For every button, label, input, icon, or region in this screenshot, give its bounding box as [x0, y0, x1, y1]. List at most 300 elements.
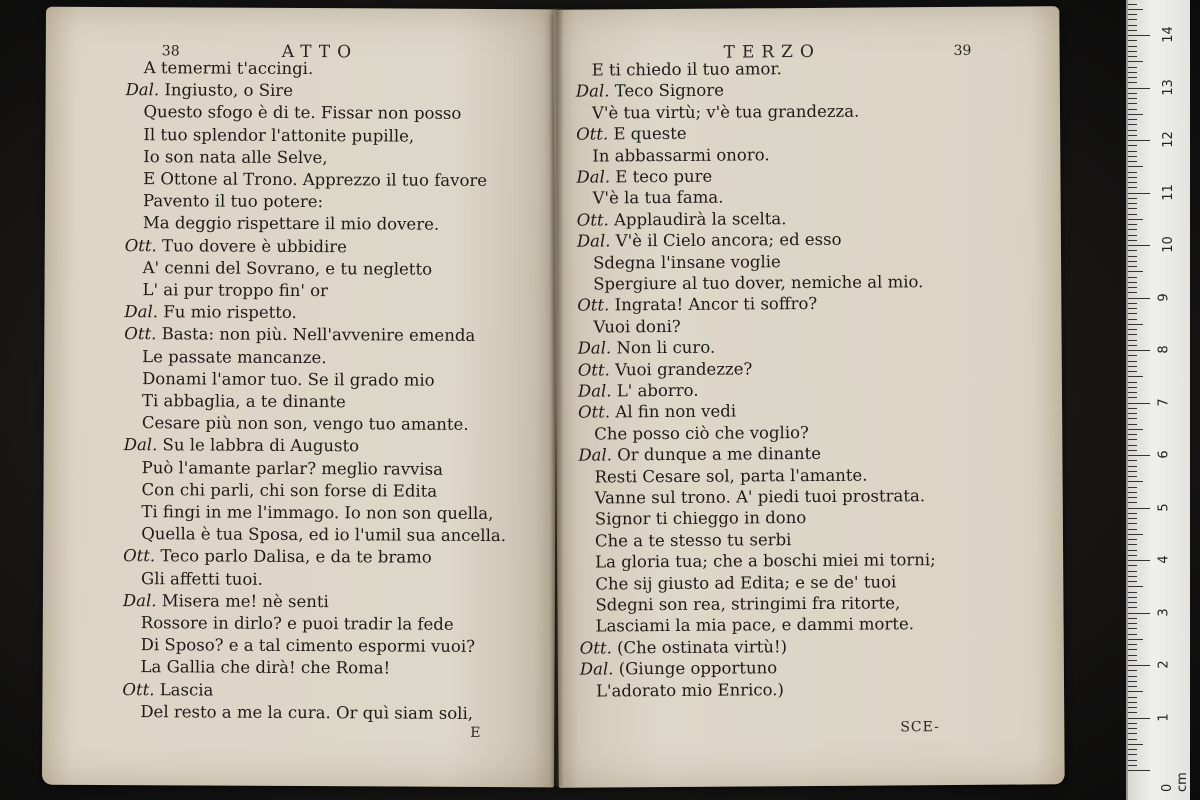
verse-text: Vuoi grandezze?	[609, 358, 753, 379]
ruler-tick	[1128, 229, 1137, 230]
ruler-tick	[1128, 203, 1137, 204]
ruler-tick	[1128, 82, 1137, 83]
ruler-label: 1	[1156, 712, 1172, 722]
text-line	[577, 208, 787, 231]
text-line	[595, 529, 792, 552]
ruler-tick	[1128, 518, 1137, 519]
speaker-label: Dal.	[122, 590, 157, 611]
speaker-label: Ott.	[576, 210, 609, 230]
text-line	[593, 187, 724, 210]
ruler-tick	[1128, 25, 1137, 26]
ruler-tick	[1128, 245, 1150, 246]
verse-text: Può l'amante parlar? meglio ravvisa	[141, 457, 444, 479]
verse-text: Donami l'amor tuo. Se il grado mio	[142, 368, 435, 390]
ruler-tick	[1128, 93, 1137, 94]
ruler-tick	[1128, 235, 1137, 236]
text-line	[122, 679, 213, 701]
verse-text: Il tuo splendor l'attonite pupille,	[143, 124, 415, 146]
ruler-label: 11	[1160, 183, 1176, 201]
verse-text: Basta: non più. Nell'avvenire emenda	[156, 324, 476, 346]
left-running-header: ATTO	[281, 41, 359, 63]
ruler-tick	[1128, 387, 1137, 388]
text-line	[144, 57, 314, 80]
text-line	[142, 457, 443, 481]
verse-text: Del resto a me la cura. Or quì siam soli,	[140, 701, 474, 723]
text-line	[576, 80, 724, 103]
ruler-tick	[1128, 408, 1137, 409]
ruler-tick	[1128, 550, 1137, 551]
ruler-tick	[1128, 434, 1137, 435]
right-catchword: SCE-	[900, 719, 940, 736]
verse-text: Teco Signore	[609, 80, 725, 101]
ruler-tick	[1128, 166, 1143, 167]
ruler-label: 7	[1156, 397, 1172, 407]
verse-text: Le passate mancanze.	[142, 346, 327, 367]
text-line	[141, 568, 263, 591]
verse-text: Su le labbra di Augusto	[157, 435, 360, 456]
verse-text: Non li curo.	[611, 337, 716, 358]
speaker-label: Ott.	[576, 124, 609, 144]
ruler-tick	[1128, 565, 1137, 566]
ruler-tick	[1128, 597, 1137, 598]
ruler-tick	[1128, 728, 1137, 729]
verse-text: Tuo dovere è ubbidire	[156, 235, 347, 256]
text-line	[592, 58, 782, 81]
text-line	[142, 412, 469, 436]
ruler-tick	[1128, 145, 1137, 146]
text-line	[596, 679, 784, 702]
speaker-label: Ott.	[123, 546, 156, 566]
ruler-tick	[1128, 114, 1143, 115]
ruler-tick	[1128, 334, 1137, 335]
verse-text: Lasciami la mia pace, e dammi morte.	[595, 614, 915, 636]
text-line	[143, 213, 439, 237]
text-line	[141, 523, 506, 547]
ruler-tick	[1128, 392, 1137, 393]
ruler-tick	[1128, 355, 1137, 356]
speaker-label: Dal.	[575, 81, 610, 102]
ruler-tick	[1128, 460, 1137, 461]
ruler-tick	[1128, 313, 1137, 314]
speaker-label: Dal.	[577, 338, 612, 358]
ruler-tick	[1128, 298, 1150, 299]
ruler-tick	[1128, 282, 1137, 283]
ruler-label: 8	[1156, 345, 1172, 354]
verse-text: Fu mio rispetto.	[157, 302, 297, 323]
text-line	[143, 168, 487, 192]
ruler-tick	[1128, 172, 1137, 173]
ruler-tick	[1128, 219, 1143, 220]
ruler-tick	[1128, 592, 1137, 593]
ruler-label: 14	[1160, 26, 1176, 43]
ruler-tick	[1128, 151, 1137, 152]
verse-text: Ti abbaglia, a te dinante	[141, 391, 346, 412]
verse-text: E Ottone al Trono. Apprezzo il tuo favore	[143, 169, 488, 190]
ruler-tick	[1128, 261, 1137, 262]
left-page-number: 38	[161, 43, 180, 60]
ruler-tick	[1128, 124, 1137, 125]
text-line	[143, 257, 432, 281]
text-line	[593, 251, 781, 274]
ruler-tick	[1128, 140, 1150, 141]
ruler-label: 6	[1156, 450, 1172, 459]
ruler-tick	[1128, 770, 1150, 771]
ruler-tick	[1128, 292, 1137, 293]
text-line	[577, 229, 842, 253]
ruler-tick	[1128, 51, 1137, 52]
ruler-tick	[1128, 749, 1137, 750]
ruler-tick	[1128, 287, 1137, 288]
ruler-tick	[1128, 476, 1137, 477]
ruler-tick	[1128, 576, 1137, 577]
ruler-tick	[1128, 455, 1150, 456]
ruler-tick	[1128, 109, 1137, 110]
speaker-label: Dal.	[577, 381, 612, 401]
ruler-tick	[1128, 623, 1137, 624]
ruler-tick	[1128, 697, 1137, 698]
ruler-tick	[1128, 135, 1137, 136]
verse-text: (Che ostinata virtù!)	[611, 636, 788, 658]
verse-text: Al fin non vedi	[610, 401, 737, 422]
ruler-tick	[1128, 198, 1137, 199]
ruler-tick	[1128, 655, 1137, 656]
text-line	[123, 590, 329, 613]
ruler-tick	[1128, 256, 1137, 257]
text-line	[141, 501, 493, 525]
ruler-tick	[1128, 193, 1150, 194]
ruler-tick	[1128, 439, 1137, 440]
verse-text: Lascia	[154, 679, 214, 700]
open-book	[44, 8, 1062, 786]
text-line	[142, 279, 328, 302]
ruler-tick	[1128, 492, 1137, 493]
text-line	[576, 123, 687, 146]
text-line	[142, 346, 326, 369]
ruler-tick	[1128, 88, 1150, 89]
ruler-tick	[1128, 602, 1137, 603]
speaker-label: Ott.	[577, 359, 610, 380]
ruler-tick	[1128, 187, 1137, 188]
ruler-tick	[1128, 324, 1143, 325]
verse-text: Gli affetti tuoi.	[140, 568, 263, 589]
verse-text: Spergiure al tuo dover, nemiche al mio.	[593, 272, 924, 294]
verse-text: A' cenni del Sovrano, e tu negletto	[142, 257, 433, 279]
verse-text: Sdegna l'insane voglie	[592, 251, 781, 273]
ruler-tick	[1128, 182, 1137, 183]
speaker-label: Dal.	[125, 80, 160, 100]
text-line	[595, 592, 900, 616]
ruler-tick	[1128, 707, 1137, 708]
ruler-tick	[1128, 271, 1143, 272]
speaker-label: Dal.	[576, 167, 611, 187]
ruler-tick	[1128, 718, 1150, 719]
text-line	[595, 571, 896, 595]
text-line	[594, 422, 809, 445]
ruler-tick	[1128, 628, 1137, 629]
ruler-tick	[1128, 555, 1137, 556]
ruler-label: 5	[1156, 502, 1172, 512]
ruler-tick	[1128, 72, 1137, 73]
verse-text: In abbassarmi onoro.	[592, 144, 770, 166]
verse-text: (Giunge opportuno	[613, 658, 778, 679]
ruler-tick	[1128, 35, 1150, 36]
verse-text: La Gallia che dirà! che Roma!	[140, 657, 391, 678]
ruler-label: 12	[1160, 131, 1176, 148]
ruler-tick	[1128, 733, 1137, 734]
text-line	[595, 549, 936, 573]
text-line	[593, 316, 680, 339]
verse-text: Ingiusto, o Sire	[159, 80, 294, 101]
ruler-tick	[1128, 9, 1143, 10]
ruler-tick	[1128, 214, 1137, 215]
ruler-tick	[1128, 14, 1137, 15]
text-line	[595, 507, 807, 530]
ruler-tick	[1128, 586, 1143, 587]
verse-text: Io son nata alle Selve,	[143, 146, 328, 167]
verse-text: L' ai pur troppo fin' or	[142, 280, 329, 301]
ruler-tick	[1128, 544, 1137, 545]
ruler-label: 9	[1156, 292, 1172, 302]
verse-text: Ti fingi in me l'immago. Io non son quella,	[141, 502, 494, 524]
text-line	[124, 301, 296, 324]
ruler-tick	[1128, 376, 1143, 377]
ruler-tick	[1128, 497, 1137, 498]
text-line	[580, 636, 787, 659]
verse-text: Rossore in dirlo? e puoi tradir la fede	[140, 613, 454, 634]
ruler-label: 4	[1156, 555, 1172, 564]
verse-text: Pavento il tuo potere:	[142, 191, 324, 212]
verse-text: Resti Cesare sol, parta l'amante.	[594, 465, 868, 487]
text-line	[596, 614, 915, 638]
text-line	[124, 323, 475, 347]
ruler-tick	[1128, 67, 1137, 68]
speaker-label: Dal.	[578, 445, 613, 465]
ruler-tick	[1128, 681, 1137, 682]
ruler-tick	[1128, 639, 1143, 640]
verse-text: E queste	[608, 124, 687, 144]
text-line	[125, 235, 347, 258]
ruler-label: 2	[1156, 660, 1172, 669]
verse-text: Ingrata! Ancor ti soffro?	[609, 294, 818, 315]
ruler-tick	[1128, 765, 1137, 766]
ruler-tick	[1128, 361, 1137, 362]
verse-text: Cesare più non son, vengo tuo amante.	[141, 413, 469, 435]
text-line	[578, 443, 821, 467]
ruler-tick	[1128, 30, 1137, 31]
ruler-tick	[1128, 418, 1137, 419]
ruler-tick	[1128, 177, 1137, 178]
text-line	[592, 144, 769, 167]
speaker-label: Ott.	[122, 679, 155, 699]
ruler-tick	[1128, 702, 1137, 703]
ruler-tick	[1128, 40, 1137, 41]
ruler-tick	[1128, 739, 1137, 740]
ruler-tick	[1128, 250, 1137, 251]
ruler-tick	[1128, 308, 1137, 309]
ruler-label: 13	[1160, 78, 1176, 96]
verse-text: Vanne sul trono. A' piedi tuoi prostrata.	[594, 486, 926, 508]
text-line	[124, 434, 359, 457]
verse-text: Vuoi doni?	[593, 316, 681, 337]
text-line	[580, 657, 777, 680]
text-line	[143, 146, 327, 169]
ruler-tick	[1128, 502, 1137, 503]
ruler-tick	[1128, 634, 1137, 635]
ruler-tick	[1128, 723, 1137, 724]
ruler-tick	[1128, 445, 1137, 446]
text-line	[141, 479, 437, 503]
speaker-label: Ott.	[124, 324, 157, 344]
ruler-tick	[1128, 119, 1137, 120]
ruler-tick	[1128, 660, 1137, 661]
ruler-tick	[1128, 350, 1150, 351]
ruler-tick	[1128, 560, 1150, 561]
ruler-tick	[1128, 303, 1137, 304]
text-line	[593, 271, 923, 295]
ruler-tick	[1128, 319, 1137, 320]
verse-text: Misera me! nè senti	[156, 591, 329, 611]
verse-text: Che sij giusto ad Edita; e se de' tuoi	[595, 571, 897, 594]
ruler-tick	[1128, 466, 1137, 467]
verse-text: Or dunque a me dinante	[611, 444, 822, 465]
ruler-tick	[1128, 340, 1137, 341]
ruler-tick	[1128, 156, 1137, 157]
text-line	[141, 634, 475, 658]
ruler-tick	[1128, 534, 1143, 535]
left-page	[42, 7, 558, 788]
ruler-tick	[1128, 665, 1150, 666]
verse-text: Di Sposo? e a tal cimento espormi vuoi?	[140, 635, 476, 657]
speaker-label: Ott.	[578, 402, 611, 423]
right-page	[553, 6, 1064, 788]
ruler-tick	[1128, 208, 1137, 209]
ruler-tick	[1128, 4, 1137, 5]
ruler-tick	[1128, 266, 1137, 267]
ruler-tick	[1128, 513, 1137, 514]
ruler-tick	[1128, 613, 1150, 614]
speaker-label: Dal.	[124, 302, 159, 322]
text-line	[143, 190, 323, 213]
ruler-label: 10	[1160, 236, 1176, 253]
text-line	[143, 102, 461, 126]
ruler-tick	[1128, 607, 1137, 608]
ruler-tick	[1128, 712, 1137, 713]
verse-text: Ma deggio rispettare il mio dovere.	[142, 213, 440, 235]
verse-text: V'è la tua fama.	[592, 187, 724, 208]
verse-text: Teco parlo Dalisa, e da te bramo	[155, 546, 432, 568]
text-line	[141, 657, 391, 680]
ruler-label: 0 cm	[1160, 772, 1190, 792]
verse-text: Applaudirà la scelta.	[608, 208, 787, 230]
ruler-tick	[1128, 130, 1137, 131]
verse-text: A temermi t'accingi.	[143, 58, 314, 79]
verse-text: E ti chiedo il tuo amor.	[591, 59, 782, 80]
text-line	[578, 380, 699, 403]
ruler-tick	[1128, 403, 1150, 404]
verse-text: Signor ti chieggo in dono	[594, 508, 807, 529]
ruler-tick	[1128, 429, 1143, 430]
text-line	[592, 100, 859, 124]
text-line	[142, 368, 435, 392]
ruler-tick	[1128, 754, 1137, 755]
ruler-tick	[1128, 686, 1137, 687]
ruler-tick	[1128, 77, 1137, 78]
ruler-tick	[1128, 19, 1137, 20]
ruler-tick	[1128, 676, 1137, 677]
ruler-tick	[1128, 571, 1137, 572]
ruler-tick	[1128, 744, 1143, 745]
ruler-tick	[1128, 366, 1137, 367]
ruler-tick	[1128, 371, 1137, 372]
ruler-tick	[1128, 529, 1137, 530]
text-line	[140, 701, 473, 725]
verse-text: V'è il Cielo ancora; ed esso	[610, 229, 842, 251]
verse-text: Quella è tua Sposa, ed io l'umil sua ancella.	[141, 524, 507, 546]
text-line	[577, 293, 817, 317]
text-line	[142, 390, 346, 413]
verse-text: La gloria tua; che a boschi miei mi torni;	[595, 550, 936, 572]
text-line	[126, 79, 294, 102]
ruler-tick	[1128, 345, 1137, 346]
ruler-tick	[1128, 471, 1137, 472]
measurement-ruler	[1126, 0, 1190, 800]
ruler-tick	[1128, 98, 1137, 99]
speaker-label: Ott.	[124, 235, 157, 255]
ruler-tick	[1128, 523, 1137, 524]
verse-text: Con chi parli, chi son forse di Edita	[141, 479, 438, 501]
verse-text: E teco pure	[609, 166, 713, 187]
right-running-header: TERZO	[723, 41, 821, 63]
ruler-tick	[1128, 240, 1137, 241]
ruler-label: 3	[1156, 607, 1172, 617]
ruler-tick	[1128, 481, 1143, 482]
ruler-tick	[1128, 618, 1137, 619]
ruler-tick	[1128, 329, 1137, 330]
ruler-tick	[1128, 539, 1137, 540]
ruler-tick	[1128, 397, 1137, 398]
ruler-tick	[1128, 487, 1137, 488]
speaker-label: Ott.	[577, 295, 610, 316]
speaker-label: Dal.	[579, 659, 614, 679]
verse-text: Sdegni son rea, stringimi fra ritorte,	[595, 593, 901, 615]
text-line	[576, 166, 712, 189]
ruler-tick	[1128, 508, 1150, 509]
book-gutter	[550, 8, 564, 786]
ruler-tick	[1128, 649, 1137, 650]
speaker-label: Ott.	[579, 638, 612, 658]
ruler-tick	[1128, 56, 1137, 57]
ruler-tick	[1128, 581, 1137, 582]
text-line	[578, 337, 716, 360]
text-line	[141, 612, 454, 636]
ruler-tick	[1128, 424, 1137, 425]
text-line	[143, 124, 414, 147]
ruler-tick	[1128, 224, 1137, 225]
ruler-tick	[1128, 277, 1137, 278]
ruler-tick	[1128, 450, 1137, 451]
text-line	[578, 401, 736, 424]
text-line	[578, 358, 753, 381]
verse-text: L' aborro.	[611, 380, 699, 401]
text-line	[595, 485, 926, 509]
speaker-label: Dal.	[123, 435, 158, 455]
text-line	[594, 464, 867, 488]
ruler-tick	[1128, 161, 1137, 162]
ruler-tick	[1128, 61, 1143, 62]
text-line	[123, 545, 432, 569]
ruler-tick	[1128, 644, 1137, 645]
verse-text: L'adorato mio Enrico.)	[595, 679, 784, 701]
